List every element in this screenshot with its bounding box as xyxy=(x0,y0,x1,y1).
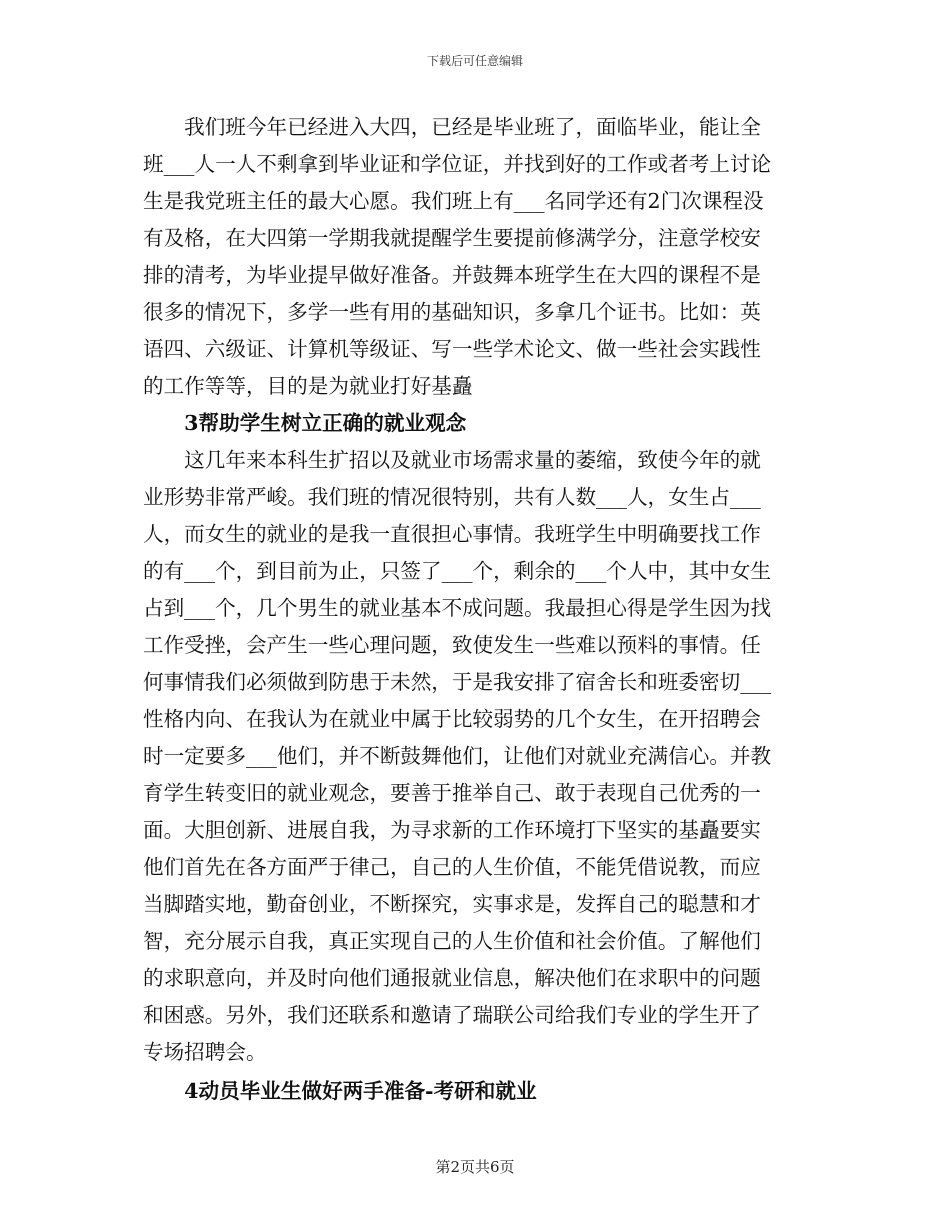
paragraph-line: 业形势非常严峻。我们班的情况很特别，共有人数___人，女生占___ xyxy=(143,485,761,509)
paragraph-line: 的求职意向，并及时向他们通报就业信息，解决他们在求职中的问题 xyxy=(143,966,761,990)
paragraph-line: 有及格，在大四第一学期我就提醒学生要提前修满学分，注意学校安 xyxy=(143,226,761,250)
paragraph-line: 这几年来本科生扩招以及就业市场需求量的萎缩，致使今年的就 xyxy=(143,448,761,472)
paragraph-line: 当脚踏实地，勤奋创业，不断探究，实事求是，发挥自己的聪慧和才 xyxy=(143,892,761,916)
paragraph-line: 何事情我们必须做到防患于未然，于是我安排了宿舍长和班委密切___ xyxy=(143,670,772,694)
paragraph-line: 面。大胆创新、进展自我，为寻求新的工作环境打下坚实的基矗要实 xyxy=(143,818,761,842)
section-heading: 3帮助学生树立正确的就业观念 xyxy=(143,411,467,435)
paragraph-line: 排的清考，为毕业提早做好准备。并鼓舞本班学生在大四的课程不是 xyxy=(143,263,761,287)
paragraph-line: 生是我党班主任的最大心愿。我们班上有___名同学还有2门次课程没 xyxy=(143,189,764,213)
paragraph-line: 工作受挫，会产生一些心理问题，致使发生一些难以预料的事情。任 xyxy=(143,633,761,657)
paragraph-line: 人，而女生的就业的是我一直很担心事情。我班学生中明确要找工作 xyxy=(143,522,761,546)
paragraph-line: 智，充分展示自我，真正实现自己的人生价值和社会价值。了解他们 xyxy=(143,929,761,953)
paragraph-line: 占到___个，几个男生的就业基本不成问题。我最担心得是学生因为找 xyxy=(143,596,772,620)
paragraph-line: 我们班今年已经进入大四，已经是毕业班了，面临毕业，能让全 xyxy=(143,115,761,139)
page-header: 下载后可任意编辑 xyxy=(426,54,523,68)
paragraph-line: 他们首先在各方面严于律己，自己的人生价值，不能凭借说教，而应 xyxy=(143,855,761,879)
page-footer: 第2页共6页 xyxy=(435,1158,515,1176)
paragraph-line: 育学生转变旧的就业观念，要善于推举自己、敢于表现自己优秀的一 xyxy=(143,781,761,805)
paragraph-line: 语四、六级证、计算机等级证、写一些学术论文、做一些社会实践性 xyxy=(143,337,761,361)
section-heading: 4动员毕业生做好两手准备-考研和就业 xyxy=(143,1079,537,1103)
paragraph-line: 的有___个，到目前为止，只签了___个，剩余的___个人中，其中女生 xyxy=(143,559,772,583)
paragraph-line: 班___人一人不剩拿到毕业证和学位证，并找到好的工作或者考上讨论 xyxy=(143,152,772,176)
paragraph-line: 很多的情况下，多学一些有用的基础知识，多拿几个证书。比如：英 xyxy=(143,300,761,324)
paragraph-line: 性格内向、在我认为在就业中属于比较弱势的几个女生，在开招聘会 xyxy=(143,707,761,731)
paragraph-line: 和困惑。另外，我们还联系和邀请了瑞联公司给我们专业的学生开了 xyxy=(143,1003,761,1027)
paragraph-line: 时一定要多___他们，并不断鼓舞他们，让他们对就业充满信心。并教 xyxy=(143,744,772,768)
paragraph-line: 专场招聘会。 xyxy=(143,1040,267,1064)
paragraph-line: 的工作等等，目的是为就业打好基矗 xyxy=(143,374,473,398)
